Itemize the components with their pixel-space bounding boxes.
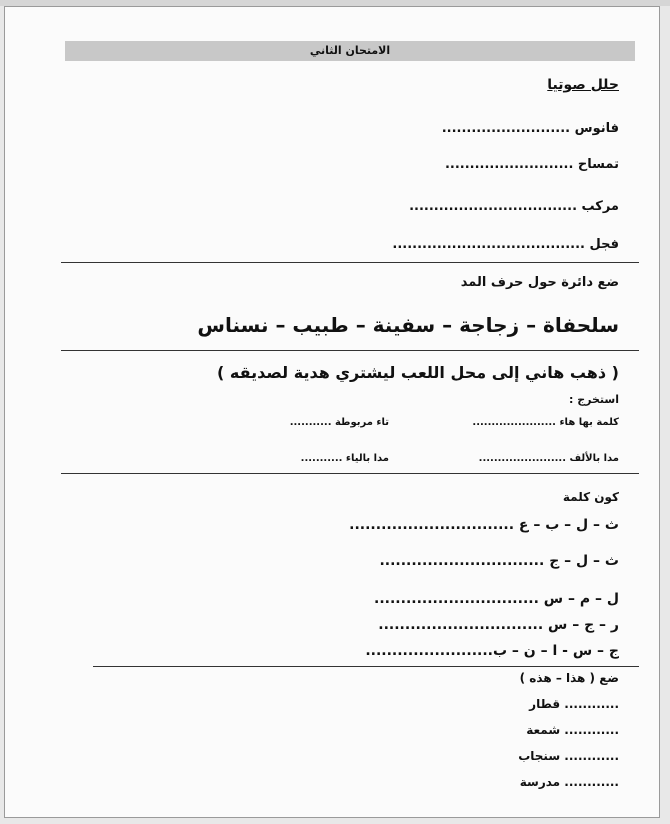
phonetic-item: فانوس .......................... — [441, 121, 619, 136]
divider — [61, 350, 639, 351]
worksheet-content — [5, 7, 659, 817]
form-word-item: ر – ج – س ............................... — [378, 617, 619, 633]
divider — [61, 262, 639, 263]
extract-alef-madd: مدا بالألف ....................... — [478, 453, 619, 464]
this-that-item: ............ مدرسة — [519, 775, 619, 789]
extract-ya-madd: مدا بالياء ........... — [300, 453, 389, 464]
this-that-item: ............ قطار — [529, 697, 619, 711]
divider — [61, 473, 639, 474]
circle-vowel-title: ضع دائرة حول حرف المد — [460, 275, 619, 290]
form-word-item: ث – ل – ب – ع ............................... — [349, 517, 619, 533]
phonetic-item: فجل ....................................... — [392, 237, 619, 252]
divider — [93, 666, 639, 667]
reading-sentence: ( ذهب هاني إلى محل اللعب ليشتري هدية لصديقه ) — [217, 363, 619, 382]
extract-label: استخرج : — [568, 393, 619, 406]
phonetic-item: مركب .................................. — [409, 199, 619, 214]
exam-title-bar: الامتحان الثاني — [65, 41, 635, 61]
this-that-item: ............ سنجاب — [518, 749, 619, 763]
extract-ha-word: كلمة بها هاء ...................... — [472, 417, 619, 428]
phonetic-item: تمساح .......................... — [444, 157, 619, 172]
this-that-title: ضع ( هذا – هذه ) — [519, 671, 619, 685]
form-word-item: ج – س - ا – ن – ب........................ — [365, 643, 619, 659]
circle-vowel-words: سلحفاة – زجاجة – سفينة – طبيب – نسناس — [197, 313, 619, 337]
phonetic-analysis-title: حلل صوتيا — [547, 77, 619, 93]
extract-ta-marbuta: تاء مربوطة ........... — [289, 417, 389, 428]
form-word-title: كون كلمة — [562, 490, 619, 504]
form-word-item: ث – ل – ج ............................... — [379, 553, 619, 569]
worksheet-page — [4, 6, 660, 818]
form-word-item: ل – م – س ............................... — [374, 591, 619, 607]
this-that-item: ............ شمعة — [526, 723, 619, 737]
